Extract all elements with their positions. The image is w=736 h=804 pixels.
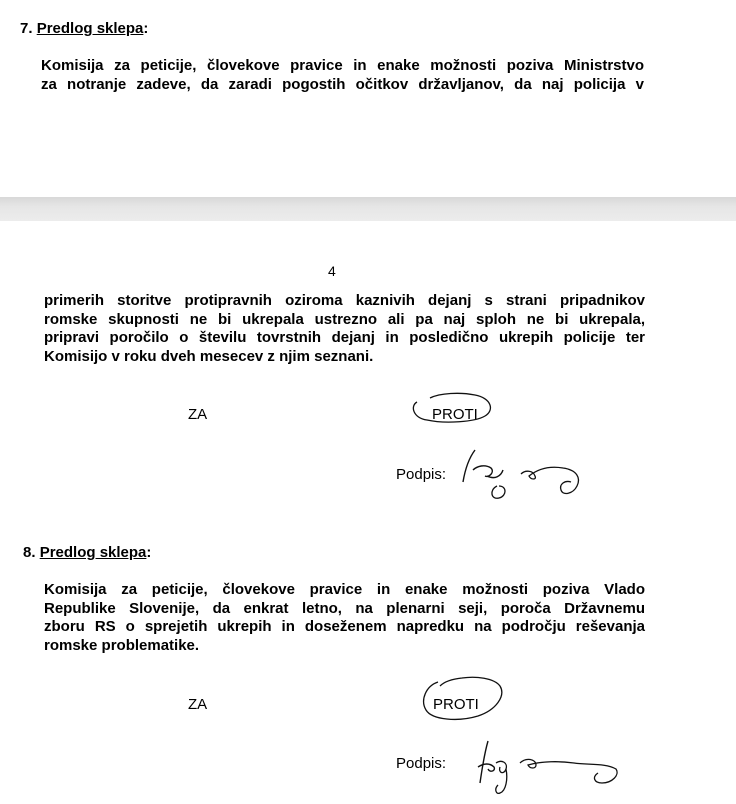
paragraph-line: Republike Slovenije, da enkrat letno, na plenarni seji, poroča Državnemu <box>44 599 645 617</box>
paragraph-line: romske skupnosti ne bi ukrepala ustrezno ali pa naj sploh ne bi ukrepala, <box>44 310 645 328</box>
item-7-number: 7. <box>20 20 33 37</box>
item-7-signature <box>455 440 595 502</box>
paragraph-line: pripravi poročilo o številu tovrstnih dejanj in posledično ukrepih policije ter <box>44 329 645 346</box>
item-7-vote-for: ZA <box>188 406 208 423</box>
paragraph-line: Komisija za peticije, človekove pravice in enake možnosti poziva Ministrstvo <box>41 57 644 74</box>
paragraph-line: zboru RS o sprejetih ukrepih in doseženem napredku na področju reševanja <box>44 618 645 635</box>
item-8-vote-circle-mark <box>418 676 508 724</box>
item-7-heading <box>20 20 148 37</box>
paragraph-line: primerih storitve protipravnih oziroma kaznivih dejanj s strani pripadnikov <box>44 292 645 309</box>
item-7-paragraph-start <box>41 57 644 94</box>
item-8-vote-against: PROTI <box>433 696 479 713</box>
page-break-separator <box>0 197 736 221</box>
item-8-signature <box>470 733 630 799</box>
item-7-paragraph-continued <box>44 292 645 366</box>
item-8-signature-label: Podpis: <box>396 755 447 772</box>
item-7-title: Predlog sklepa <box>36 20 144 37</box>
paragraph-line: Komisijo v roku dveh mesecev z njim seznani. <box>44 347 374 365</box>
paragraph-line: Komisija za peticije, človekove pravice in enake možnosti poziva Vlado <box>44 581 645 598</box>
item-8-paragraph <box>44 581 645 655</box>
item-7-vote-circle-mark <box>405 390 500 430</box>
paragraph-line: za notranje zadeve, da zaradi pogostih očitkov državljanov, da naj policija v <box>41 75 644 93</box>
item-7-vote-against: PROTI <box>432 406 478 423</box>
page-number: 4 <box>328 263 336 279</box>
item-8-heading <box>23 544 151 561</box>
paragraph-line: romske problematike. <box>44 636 200 654</box>
item-8-vote-for: ZA <box>188 696 208 713</box>
item-7-signature-label: Podpis: <box>396 466 447 483</box>
document-page-top <box>0 0 736 197</box>
item-8-colon: : <box>146 544 152 561</box>
item-7-colon: : <box>143 20 149 37</box>
item-8-title: Predlog sklepa <box>39 544 147 561</box>
item-8-number: 8. <box>23 544 36 561</box>
